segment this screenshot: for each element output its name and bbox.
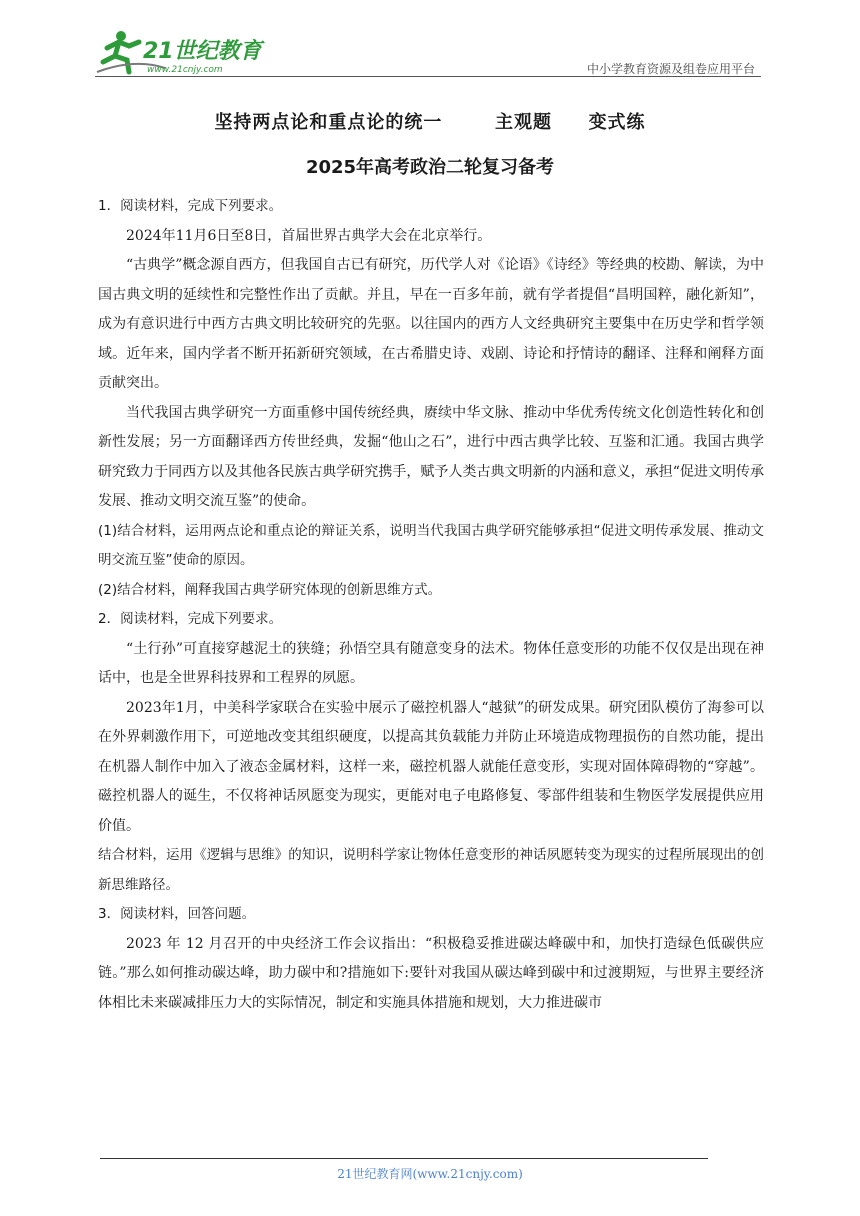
paragraph: “古典学”概念源自西方，但我国自古已有研究，历代学人对《论语》《诗经》等经典的校勘、解读，为中国古典文明的延续性和完整性作出了贡献。并且，早在一百多年前，就有学者提倡“昌明国粹，融化新知”，成为有意识进行中西方古典文明比较研究的先驱。以往国内的西方人文经典研究主要集中在历史学和哲学领域。近年来，国内学者不断开拓新研究领域，在古希腊史诗、戏剧、诗论和抒情诗的翻译、注释和阐释方面贡献突出。 [98,257,764,391]
title-part-1: 坚持两点论和重点论的统一 [214,112,443,133]
logo [95,28,265,76]
paragraph: 2023年1月，中美科学家联合在实验中展示了磁控机器人“越狱”的研发成果。研究团队模仿了海参可以在外界刺激作用下，可逆地改变其组织硬度，以提高其负载能力并防止环境造成物理损伤的自然功能，提出在机器人制作中加入了液态金属材料，这样一来，磁控机器人就能任意变形，实现对固体障碍物的“穿越”。磁控机器人的诞生，不仅将神话夙愿变为现实，更能对电子电路修复、零部件组装和生物医学发展提供应用价值。 [98,699,764,834]
page-subtitle: 2025年高考政治二轮复习备考 [305,157,555,178]
platform-label: 中小学教育资源及组卷应用平台 [586,62,755,76]
sub-question: (1)结合材料，运用两点论和重点论的辩证关系，说明当代我国古典学研究能够承担“促进文明传承发展、推动文明交流互鉴”使命的原因。 [98,522,764,568]
footer-link[interactable]: 21世纪教育网(www.21cnjy.com) [337,1167,523,1181]
runner-logo-icon [95,28,265,76]
logo-text: 21世纪教育 [143,39,262,64]
header-divider [95,76,761,77]
sub-question: 结合材料，运用《逻辑与思维》的知识，说明科学家让物体任意变形的神话夙愿转变为现实的过程所展现出的创新思维路径。 [98,847,764,893]
paragraph: 2023 年 12 月召开的中央经济工作会议指出：“积极稳妥推进碳达峰碳中和，加快打造绿色低碳供应链。”那么如何推动碳达峰，助力碳中和?措施如下:要针对我国从碳达峰到碳中和过渡期短，与世界主要经济体相比未来碳减排压力大的实际情况，制定和实施具体措施和规划，大力推进碳市 [98,935,764,1011]
logo-url: www.21cnjy.com [147,65,223,75]
paragraph: 2024年11月6日至8日，首届世界古典学大会在北京举行。 [126,227,492,244]
question-2-heading: 2．阅读材料，完成下列要求。 [98,611,283,627]
question-1-heading: 1．阅读材料，完成下列要求。 [98,198,283,214]
title-part-2: 主观题 [495,112,552,133]
sub-question: (2)结合材料，阐释我国古典学研究体现的创新思维方式。 [98,581,442,598]
document-body [98,192,764,1018]
page-title [0,108,860,134]
footer-divider [100,1158,708,1159]
page-header [95,28,765,80]
paragraph: 当代我国古典学研究一方面重修中国传统经典，赓续中华文脉、推动中华优秀传统文化创造性转化和创新性发展；另一方面翻译西方传世经典，发掘“他山之石”，进行中西古典学比较、互鉴和汇通。我国古典学研究致力于同西方以及其他各民族古典学研究携手，赋予人类古典文明新的内涵和意义，承担“促进文明传承发展、推动文明交流互鉴”的使命。 [98,404,764,509]
paragraph: “土行孙”可直接穿越泥土的狭缝；孙悟空具有随意变身的法术。物体任意变形的功能不仅仅是出现在神话中，也是全世界科技界和工程界的夙愿。 [98,640,764,686]
title-part-3: 变式练 [588,112,646,133]
question-3-heading: 3．阅读材料，回答问题。 [98,906,256,922]
